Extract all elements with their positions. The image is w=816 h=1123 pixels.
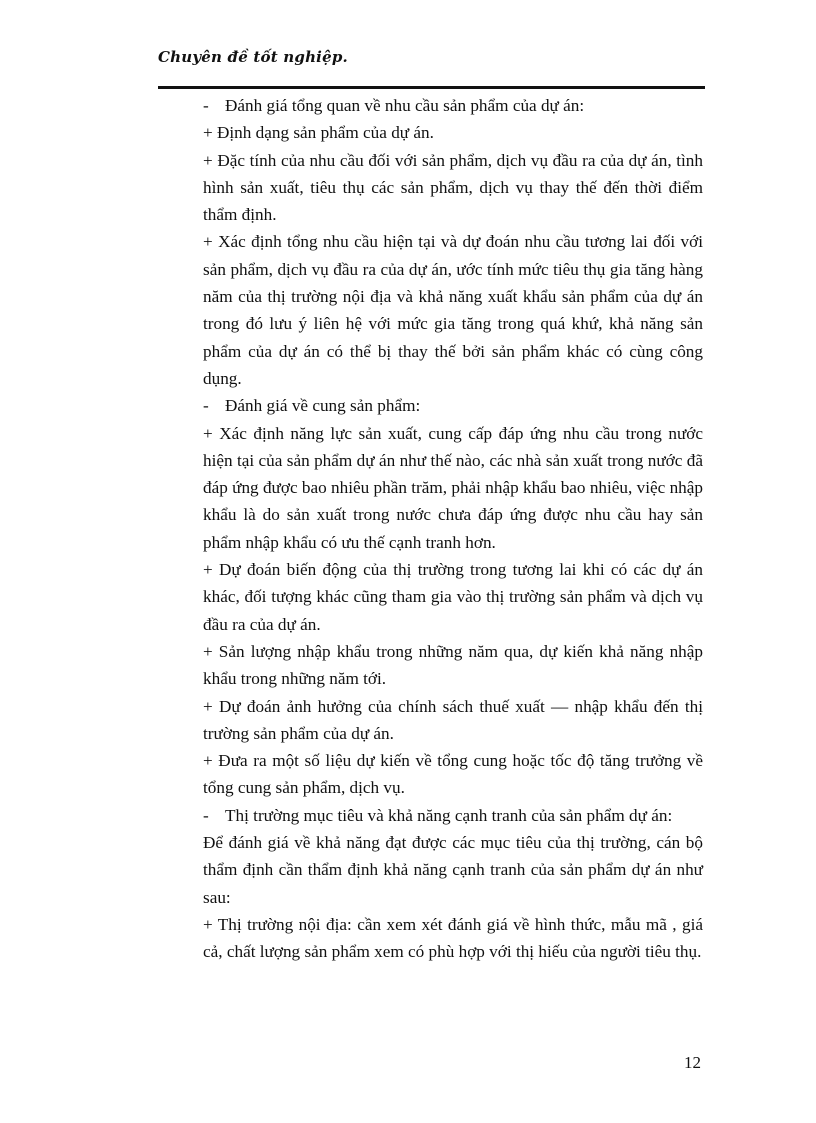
paragraph: + Sản lượng nhập khẩu trong những năm qua, dự kiến khả năng nhập khẩu trong những năm tới.: [203, 641, 703, 689]
paragraph: + Xác định năng lực sản xuất, cung cấp đáp ứng nhu cầu trong nước hiện tại của sản phẩm dự án như thế nào, các nhà sản xuất trong nước đã đáp ứng được bao nhiêu phần trăm, phải nhập khẩu bao nhiêu, việc nhập khẩu là do sản xuất trong nước chưa đáp ứng được nhu cầu hay sản phẩm nhập khẩu có ưu thế cạnh tranh hơn.: [203, 423, 703, 552]
page-number: 12: [684, 1053, 701, 1072]
dash-marker: -: [203, 396, 209, 416]
paragraph: + Đưa ra một số liệu dự kiến về tổng cung hoặc tốc độ tăng trưởng về tổng cung sản phẩm, dịch vụ.: [203, 751, 703, 798]
paragraph-text: Đánh giá về cung sản phẩm:: [225, 396, 421, 416]
paragraph: + Dự đoán ảnh hưởng của chính sách thuế xuất — nhập khẩu đến thị trường sản phẩm của dự án.: [203, 696, 703, 743]
paragraph: + Xác định tổng nhu cầu hiện tại và dự đoán nhu cầu tương lai đối với sản phẩm, dịch vụ đầu ra của dự án, ước tính mức tiêu thụ gia tăng hàng năm của thị trường nội địa và khả năng xuất khẩu sản phẩm của dự án trong đó lưu ý liên hệ với mức gia tăng trong quá khứ, khả năng sản phẩm của dự án có thể bị thay thế bởi sản phẩm khác có cùng công dụng.: [203, 232, 703, 388]
dash-paragraph: [203, 392, 703, 419]
dash-paragraph: [203, 802, 703, 829]
paragraph: Để đánh giá về khả năng đạt được các mục tiêu của thị trường, cán bộ thẩm định cần thẩm định khả năng cạnh tranh của sản phẩm dự án như sau:: [203, 833, 703, 907]
dash-paragraph: [203, 92, 703, 119]
paragraph: + Dự đoán biến động của thị trường trong tương lai khi có các dự án khác, đối tượng khác cũng tham gia vào thị trường sản phẩm và dịch vụ đầu ra của dự án.: [203, 560, 703, 634]
paragraph: + Đặc tính của nhu cầu đối với sản phẩm, dịch vụ đầu ra của dự án, tình hình sản xuất, tiêu thụ các sản phẩm, dịch vụ thay thế đến thời điểm thẩm định.: [203, 150, 703, 225]
paragraph: + Định dạng sản phẩm của dự án.: [203, 123, 434, 143]
paragraph-text: Thị trường mục tiêu và khả năng cạnh tranh của sản phẩm dự án:: [225, 805, 673, 825]
running-header-title: Chuyên đề tốt nghiệp.: [158, 48, 348, 66]
dash-marker: -: [203, 96, 209, 115]
dash-marker: -: [203, 805, 209, 825]
header-divider: [158, 86, 705, 89]
paragraph-text: Đánh giá tổng quan về nhu cầu sản phẩm của dự án:: [225, 96, 585, 115]
paragraph: + Thị trường nội địa: cần xem xét đánh giá về hình thức, mẫu mã , giá cả, chất lượng sản phẩm xem có phù hợp với thị hiếu của người tiêu thụ.: [203, 914, 703, 962]
page-body: [203, 92, 703, 966]
